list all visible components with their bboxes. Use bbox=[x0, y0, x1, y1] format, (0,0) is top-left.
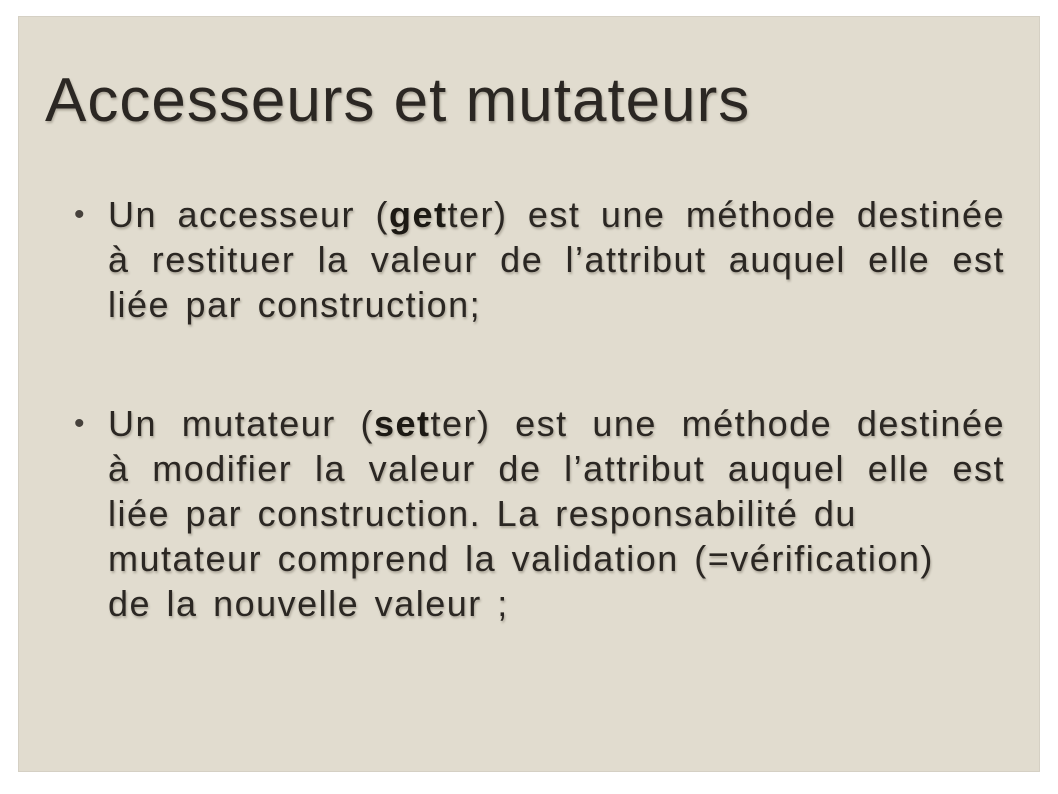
slide-body bbox=[68, 192, 1005, 626]
presentation-slide bbox=[18, 16, 1040, 772]
text-segment-bold: set bbox=[373, 403, 431, 444]
bullet-text bbox=[108, 401, 1005, 626]
slide-title: Accesseurs et mutateurs bbox=[45, 66, 751, 135]
text-segment: ter) est une méthode destinée bbox=[447, 194, 1005, 235]
bullet-marker: • bbox=[74, 407, 87, 440]
bullet-line: liée par construction; bbox=[108, 284, 482, 325]
bullet-line bbox=[108, 192, 1005, 237]
bullet-line bbox=[108, 401, 1005, 446]
bullet-line: de la nouvelle valeur ; bbox=[108, 583, 509, 624]
bullet-line: à modifier la valeur de l’attribut auquel elle est bbox=[108, 448, 1005, 489]
bullet-line: liée par construction. La responsabilité du bbox=[108, 493, 857, 534]
bullet-item bbox=[68, 192, 1005, 327]
text-segment: Un mutateur ( bbox=[108, 403, 374, 444]
text-segment: ter) est une méthode destinée bbox=[430, 403, 1005, 444]
text-segment-bold: get bbox=[388, 194, 448, 235]
bullet-line: mutateur comprend la validation (=vérification) bbox=[108, 538, 934, 579]
bullet-marker: • bbox=[74, 198, 87, 231]
text-segment: Un accesseur ( bbox=[108, 194, 389, 235]
bullet-text bbox=[108, 192, 1005, 327]
bullet-item bbox=[68, 401, 1005, 626]
bullet-line: à restituer la valeur de l’attribut auquel elle est bbox=[108, 239, 1005, 280]
